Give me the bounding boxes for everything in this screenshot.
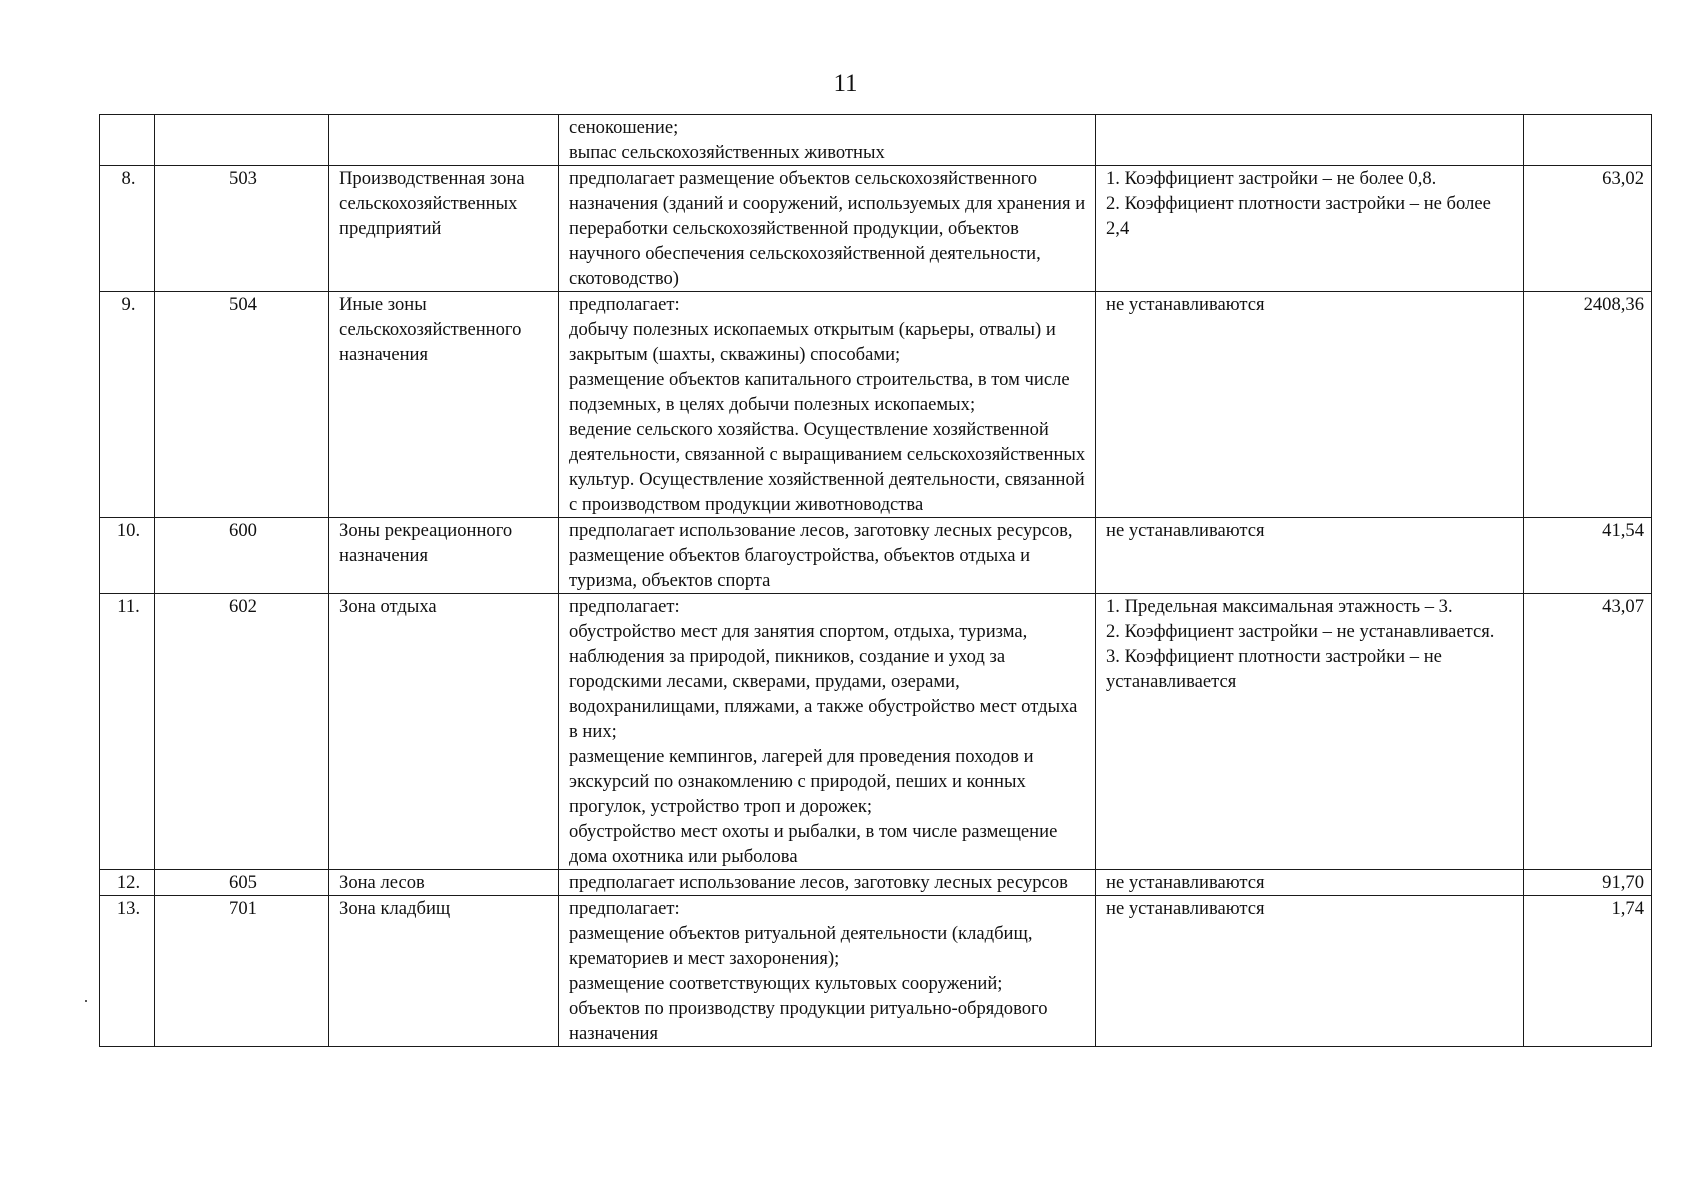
table-row [100, 896, 1652, 1047]
row-number-cell: 9. [100, 292, 155, 518]
zone-description-cell: предполагает: добычу полезных ископаемых открытым (карьеры, отвалы) и закрытым (шахты, скважины) способами; размещение объектов капитального строительства, в том числе подземных, в целях добычи полезных ископаемых; ведение сельского хозяйства. Осуществление хозяйственной деятельности, связанной с выращиванием сельскохозяйственных культур. Осуществление хозяйственной деятельности, связанной с производством продукции животноводства [559, 292, 1096, 518]
row-number-cell: 10. [100, 518, 155, 594]
zone-description-cell: сенокошение; выпас сельскохозяйственных животных [559, 115, 1096, 166]
zone-parameters-cell: не устанавливаются [1096, 870, 1524, 896]
scan-speck [85, 1000, 87, 1002]
zone-parameters-cell [1096, 115, 1524, 166]
zone-description-cell: предполагает использование лесов, заготовку лесных ресурсов, размещение объектов благоустройства, объектов отдыха и туризма, объектов спорта [559, 518, 1096, 594]
zones-table-body [100, 115, 1652, 1047]
zone-description-cell: предполагает: размещение объектов ритуальной деятельности (кладбищ, крематориев и мест захоронения); размещение соответствующих культовых сооружений; объектов по производству продукции ритуально-обрядового назначения [559, 896, 1096, 1047]
zone-name-cell: Зона лесов [329, 870, 559, 896]
row-number-cell: 12. [100, 870, 155, 896]
zone-code-cell: 504 [155, 292, 329, 518]
page-number: 11 [833, 70, 858, 97]
table-row [100, 292, 1652, 518]
zone-name-cell: Иные зоны сельскохозяйственного назначения [329, 292, 559, 518]
zone-name-cell [329, 115, 559, 166]
zone-name-cell: Зоны рекреационного назначения [329, 518, 559, 594]
table-row [100, 594, 1652, 870]
table-row [100, 870, 1652, 896]
row-number-cell: 8. [100, 166, 155, 292]
zone-code-cell [155, 115, 329, 166]
zone-code-cell: 600 [155, 518, 329, 594]
zone-code-cell: 701 [155, 896, 329, 1047]
zone-parameters-cell: 1. Коэффициент застройки – не более 0,8. 2. Коэффициент плотности застройки – не более 2,4 [1096, 166, 1524, 292]
zone-code-cell: 602 [155, 594, 329, 870]
zone-code-cell: 605 [155, 870, 329, 896]
zone-area-cell: 91,70 [1524, 870, 1652, 896]
zone-description-cell: предполагает: обустройство мест для занятия спортом, отдыха, туризма, наблюдения за природой, пикников, создание и уход за городскими лесами, скверами, прудами, озерами, водохранилищами, пляжами, а также обустройство мест отдыха в них; размещение кемпингов, лагерей для проведения походов и экскурсий по ознакомлению с природой, пеших и конных прогулок, устройство троп и дорожек; обустройство мест охоты и рыбалки, в том числе размещение дома охотника или рыболова [559, 594, 1096, 870]
zone-area-cell: 63,02 [1524, 166, 1652, 292]
zone-name-cell: Производственная зона сельскохозяйственных предприятий [329, 166, 559, 292]
zone-area-cell: 41,54 [1524, 518, 1652, 594]
row-number-cell [100, 115, 155, 166]
zone-code-cell: 503 [155, 166, 329, 292]
zone-name-cell: Зона отдыха [329, 594, 559, 870]
zone-area-cell: 1,74 [1524, 896, 1652, 1047]
zone-parameters-cell: не устанавливаются [1096, 518, 1524, 594]
zone-parameters-cell: 1. Предельная максимальная этажность – 3. 2. Коэффициент застройки – не устанавливается. 3. Коэффициент плотности застройки – не устанавливается [1096, 594, 1524, 870]
zone-description-cell: предполагает использование лесов, заготовку лесных ресурсов [559, 870, 1096, 896]
zone-area-cell [1524, 115, 1652, 166]
zone-parameters-cell: не устанавливаются [1096, 292, 1524, 518]
table-row [100, 518, 1652, 594]
table-row [100, 115, 1652, 166]
zone-parameters-cell: не устанавливаются [1096, 896, 1524, 1047]
zone-area-cell: 43,07 [1524, 594, 1652, 870]
zone-area-cell: 2408,36 [1524, 292, 1652, 518]
zone-description-cell: предполагает размещение объектов сельскохозяйственного назначения (зданий и сооружений, используемых для хранения и переработки сельскохозяйственной продукции, объектов научного обеспечения сельскохозяйственной деятельности, скотоводство) [559, 166, 1096, 292]
zone-name-cell: Зона кладбищ [329, 896, 559, 1047]
row-number-cell: 13. [100, 896, 155, 1047]
table-row [100, 166, 1652, 292]
row-number-cell: 11. [100, 594, 155, 870]
zones-table [99, 114, 1652, 1047]
